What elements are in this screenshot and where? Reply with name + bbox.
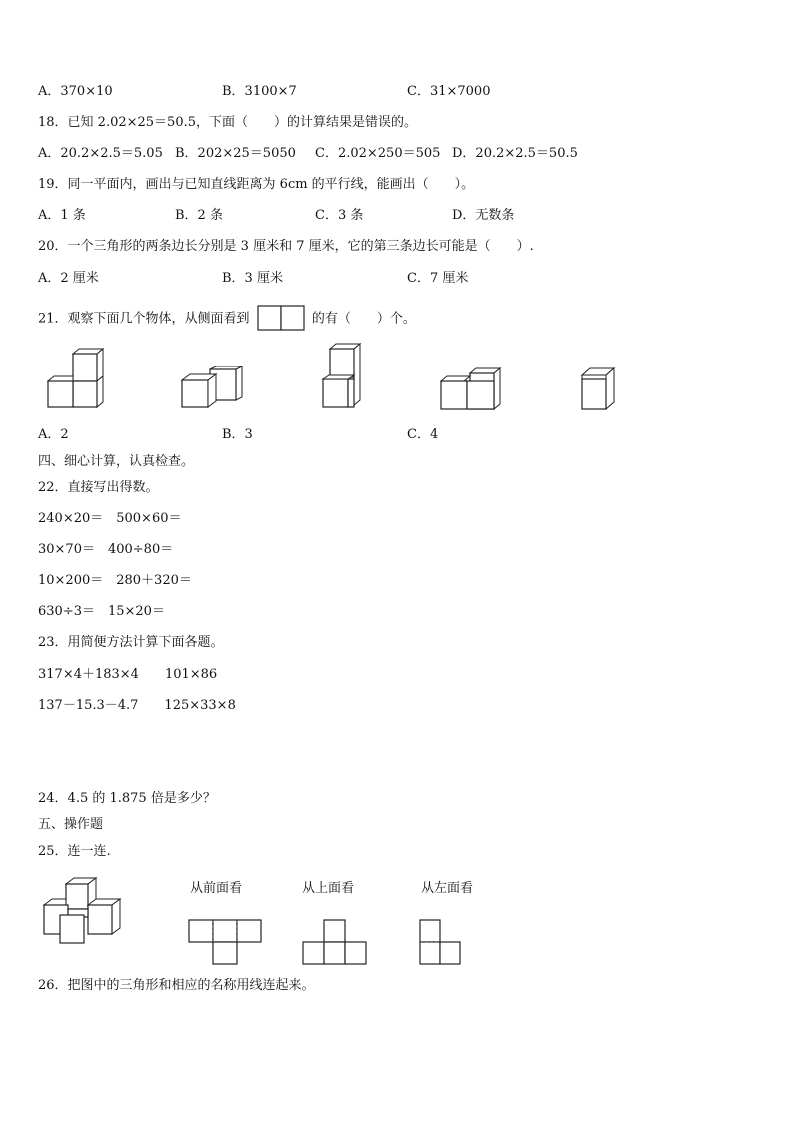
q25-view-left-figure[interactable] bbox=[418, 917, 468, 967]
q18-option-d[interactable]: D．20.2×2.5＝50.5 bbox=[452, 146, 578, 161]
q18-stem: 18．已知 2.02×25＝50.5，下面（ ）的计算结果是错误的。 bbox=[38, 115, 417, 130]
q19-option-a[interactable]: A．1 条 bbox=[38, 208, 86, 223]
q21-side-view-figure bbox=[257, 305, 305, 331]
q21-object-4 bbox=[438, 367, 504, 411]
q25-view-top-label: 从上面看 bbox=[302, 881, 355, 896]
q20-option-a[interactable]: A．2 厘米 bbox=[38, 271, 99, 286]
q22-row-4: 630÷3＝ 15×20＝ bbox=[38, 604, 165, 619]
q22-row-2: 30×70＝ 400÷80＝ bbox=[38, 542, 174, 557]
q21-object-1 bbox=[45, 348, 107, 410]
q22-row-1: 240×20＝ 500×60＝ bbox=[38, 511, 182, 526]
q20-option-b[interactable]: B．3 厘米 bbox=[222, 271, 283, 286]
q25-stem: 25．连一连. bbox=[38, 844, 111, 859]
q17-option-b[interactable]: B．3100×7 bbox=[222, 84, 297, 99]
q20-option-c[interactable]: C．7 厘米 bbox=[407, 271, 469, 286]
q19-option-c[interactable]: C．3 条 bbox=[315, 208, 364, 223]
q19-option-b[interactable]: B．2 条 bbox=[175, 208, 223, 223]
q19-option-d[interactable]: D．无数条 bbox=[452, 208, 515, 223]
q23-stem: 23．用简便方法计算下面各题。 bbox=[38, 635, 224, 650]
q26-stem: 26．把图中的三角形和相应的名称用线连起来。 bbox=[38, 978, 315, 993]
q25-view-front-label: 从前面看 bbox=[190, 881, 243, 896]
q17-option-c[interactable]: C．31×7000 bbox=[407, 84, 491, 99]
q21-option-c[interactable]: C．4 bbox=[407, 427, 439, 442]
q25-view-front-figure[interactable] bbox=[186, 917, 266, 967]
q21-option-a[interactable]: A．2 bbox=[38, 427, 69, 442]
q21-object-3 bbox=[320, 342, 364, 410]
q25-view-top-figure[interactable] bbox=[302, 917, 372, 967]
q24-stem: 24．4.5 的 1.875 倍是多少？ bbox=[38, 791, 216, 806]
section-5-title: 五、操作题 bbox=[38, 817, 104, 832]
q21-stem-after: 的有（ ）个。 bbox=[311, 311, 416, 327]
q18-option-c[interactable]: C．2.02×250＝505 bbox=[315, 146, 441, 161]
q22-stem: 22．直接写出得数。 bbox=[38, 480, 159, 495]
q18-option-b[interactable]: B．202×25＝5050 bbox=[175, 146, 296, 161]
q25-solid-figure bbox=[42, 876, 124, 946]
q23-row-1: 317×4＋183×4 101×86 bbox=[38, 667, 218, 682]
q21-stem-before: 21．观察下面几个物体，从侧面看到 bbox=[38, 311, 250, 327]
q21-option-b[interactable]: B．3 bbox=[222, 427, 253, 442]
q18-option-a[interactable]: A．20.2×2.5＝5.05 bbox=[38, 146, 163, 161]
q22-row-3: 10×200＝ 280＋320＝ bbox=[38, 573, 192, 588]
q21-stem bbox=[38, 306, 416, 332]
q21-object-2 bbox=[180, 366, 246, 410]
q19-stem: 19．同一平面内，画出与已知直线距离为 6cm 的平行线，能画出（ ）。 bbox=[38, 177, 475, 192]
q25-view-left-label: 从左面看 bbox=[421, 881, 474, 896]
q17-option-a[interactable]: A．370×10 bbox=[38, 84, 113, 99]
q20-stem: 20．一个三角形的两条边长分别是 3 厘米和 7 厘米，它的第三条边长可能是（ ）. bbox=[38, 239, 534, 254]
q21-object-5 bbox=[578, 367, 618, 411]
section-4-title: 四、细心计算，认真检查。 bbox=[38, 454, 195, 469]
q23-row-2: 137－15.3－4.7 125×33×8 bbox=[38, 698, 236, 713]
